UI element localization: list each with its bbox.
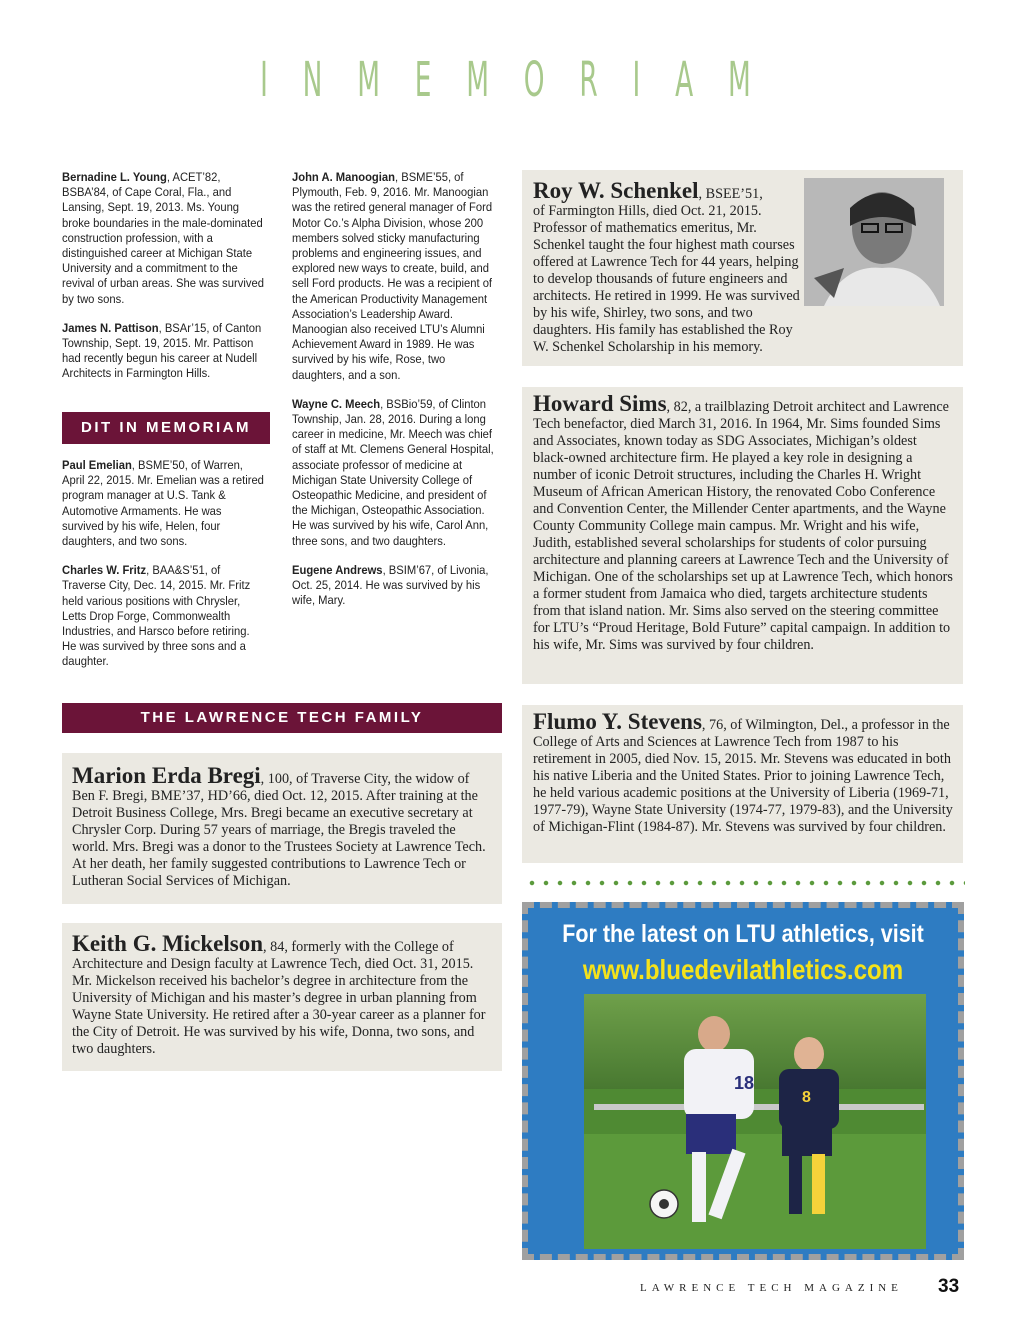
portrait-illustration — [804, 178, 944, 306]
obituary-text: , ACET’82, BSBA’84, of Cape Coral, Fla., and Lansing, Sept. 19, 2013. Ms. Young broke boundaries in the male-dominated construction profession, with a distinguished career at Michigan State University and a commitment to the revival of urban areas. She was survived by two sons. — [62, 170, 264, 306]
obituary-entry — [62, 563, 266, 669]
soccer-photo-illustration — [584, 994, 926, 1249]
dotted-divider — [525, 878, 965, 888]
athletics-ad[interactable] — [522, 902, 964, 1260]
feature-name: Marion Erda Bregi — [72, 763, 261, 788]
dit-in-memoriam-banner: DIT IN MEMORIAM — [62, 412, 270, 444]
feature-body — [533, 391, 953, 654]
obituary-text: , BSME’50, of Warren, April 22, 2015. Mr. Emelian was a retired program manager at U.S. Tank & Automotive Armaments. He was survived by his wife, Helen, four daughters, and two sons. — [62, 458, 264, 549]
obituary-name: Bernadine L. Young — [62, 170, 167, 184]
feature-body — [72, 931, 494, 1058]
obituary-column-left — [62, 170, 266, 396]
obituary-text: , BSBio’59, of Clinton Township, Jan. 28, 2016. During a long career in medicine, Mr. Meech was chief of staff at Mt. Clemens General Hospital, associate professor of medicine at Michigan State University College of Osteopathic Medicine, and president of the Michigan, Osteopathic Association. He was survived by his wife, Carol Ann, three sons, and two daughters. — [292, 396, 494, 548]
obituary-entry — [62, 321, 266, 382]
obituary-text: , BSAr’15, of Canton Township, Sept. 19, 2015. Mr. Pattison had recently begun his career at Nudell Architects in Farmington Hills. — [62, 320, 262, 381]
obituary-column-middle — [292, 170, 494, 622]
obituary-name: James N. Pattison — [62, 320, 159, 335]
feature-text: , 76, of Wilmington, Del., a professor in the College of Arts and Sciences at Lawrence Tech from 1987 to his retirement in 2005, died Nov. 15, 2015. Mr. Stevens was educated in both his native Liberia and the United States. Prior to joining Lawrence Tech, he held various academic positions at the University of Liberia (1969-71, 1977-79), Wayne State University (1974-77, 1979-83), and the University of Michigan-Flint (1984-87). Mr. Stevens was survived by four children. — [533, 717, 953, 835]
feature-box-bregi — [62, 753, 502, 904]
obituary-name: Eugene Andrews — [292, 562, 383, 577]
portrait-photo — [804, 178, 944, 306]
obituary-column-dit — [62, 458, 266, 684]
feature-box-mickelson — [62, 923, 502, 1071]
jersey-number-right: 8 — [802, 1089, 811, 1106]
footer-magazine-name — [640, 1282, 903, 1294]
feature-name: Flumo Y. Stevens — [533, 709, 702, 734]
obituary-entry — [292, 397, 494, 549]
feature-text: , 100, of Traverse City, the widow of Ben F. Bregi, BME’37, HD’66, died Oct. 12, 2015. After training at the Detroit Business College, Mrs. Bregi became an executive secretary at Chrysler Corp. During 57 years of marriage, the Bregis traveled the world. Mrs. Bregi was a donor to the Trustees Society at Lawrence Tech. At her death, her family suggested contributions to Lawrence Tech or Lutheran Social Services of Michigan. — [72, 771, 486, 889]
feature-header — [533, 178, 803, 204]
feature-box-stevens — [522, 705, 963, 863]
feature-box-sims — [522, 387, 963, 684]
jersey-number-left: 18 — [734, 1073, 755, 1093]
obituary-name: John A. Manoogian — [292, 170, 395, 184]
obituary-text: , BAA&S’51, of Traverse City, Dec. 14, 2015. Mr. Fritz held various positions with Chrysler, Letts Drop Forge, Commonwealth Industries, and Harsco before retiring. He was survived by three sons and a daughter. — [62, 563, 251, 669]
lawrence-tech-family-banner: THE LAWRENCE TECH FAMILY — [62, 703, 502, 733]
feature-text: of Farmington Hills, died Oct. 21, 2015. Professor of mathematics emeritus, Mr. Schenkel taught the four highest math courses offered at Lawrence Tech for 44 years, helping to develop thousands of future engineers and architects. He retired in 1999. He was survived by his wife, Shirley, two sons, and two daughters. His family has established the Roy W. Schenkel Scholarship in his memory. — [533, 203, 800, 355]
feature-box-schenkel — [522, 170, 963, 366]
feature-body — [533, 709, 953, 836]
obituary-entry — [62, 458, 266, 549]
obituary-text: , BSIM’67, of Livonia, Oct. 25, 2014. He was survived by his wife, Mary. — [292, 562, 489, 608]
obituary-entry — [292, 563, 494, 609]
feature-name: Roy W. Schenkel — [533, 178, 699, 203]
feature-body — [72, 763, 494, 890]
feature-name: Keith G. Mickelson — [72, 931, 264, 956]
footer-magazine-text: LAWRENCE TECH MAGAZINE — [640, 1282, 903, 1294]
obituary-name: Charles W. Fritz — [62, 563, 147, 578]
ad-url-link[interactable]: www.bluedevilathletics.com — [582, 954, 904, 985]
obituary-text: , BSME’55, of Plymouth, Feb. 9, 2016. Mr. Manoogian was the retired general manager of Ford Motor Co.’s Alpha Division, whose 200 members solved sticky manufacturing problems and engineering issues, and explored new ways to create, build, and sell Ford products. He was a recipient of the American Productivity Management Association’s Leadership Award. Manoogian also received LTU’s Alumni Achievement Award in 1989. He was survived by his wife, Rose, two daughters, and a son. — [292, 170, 493, 382]
soccer-photo — [584, 994, 926, 1249]
page-title: I N M E M O R I A M — [260, 52, 764, 108]
obituary-entry — [292, 170, 494, 383]
feature-text: , 84, formerly with the College of Architecture and Design faculty at Lawrence Tech, died Oct. 31, 2015. Mr. Mickelson received his bachelor’s degree in architecture from the University of Michigan and his master’s degree in urban planning from Wayne State University. He retired after a 30-year career as a planner for the City of Detroit. He was survived by his wife, Donna, two sons, and two daughters. — [72, 939, 486, 1057]
ad-headline: For the latest on LTU athletics, visit — [562, 920, 924, 948]
obituary-entry — [62, 170, 266, 307]
obituary-name: Paul Emelian — [62, 458, 132, 472]
feature-suffix: , BSEE’51, — [698, 186, 763, 202]
feature-text: , 82, a trailblazing Detroit architect and Lawrence Tech benefactor, died March 31, 2016. In 1964, Mr. Sims founded Sims and Associates, known today as SDG Associates, Michigan’s oldest black-owned architecture firm. He played a key role in designing a number of iconic Detroit structures, including the Charles H. Wright Museum of African American History, the renovated Cobo Conference and Convention Center, the Millender Center apartments, and the Wayne County Community College main campus. Mr. Wright and his wife, Judith, established several scholarships for students of color pursuing architecture and planning careers at Lawrence Tech and the University of Michigan. One of the scholarships set up at Lawrence Tech, which honors a former student from Jamaica who died, targets architecture students from that island nation. Mr. Sims also served on the steering committee for LTU’s “Proud Heritage, Bold Future” capital campaign. In addition to his wife, Mr. Sims was survived by four children. — [533, 399, 953, 653]
feature-text-upper — [533, 203, 803, 356]
feature-name: Howard Sims — [533, 391, 667, 416]
page-number: 33 — [938, 1276, 960, 1297]
obituary-name: Wayne C. Meech — [292, 396, 381, 411]
